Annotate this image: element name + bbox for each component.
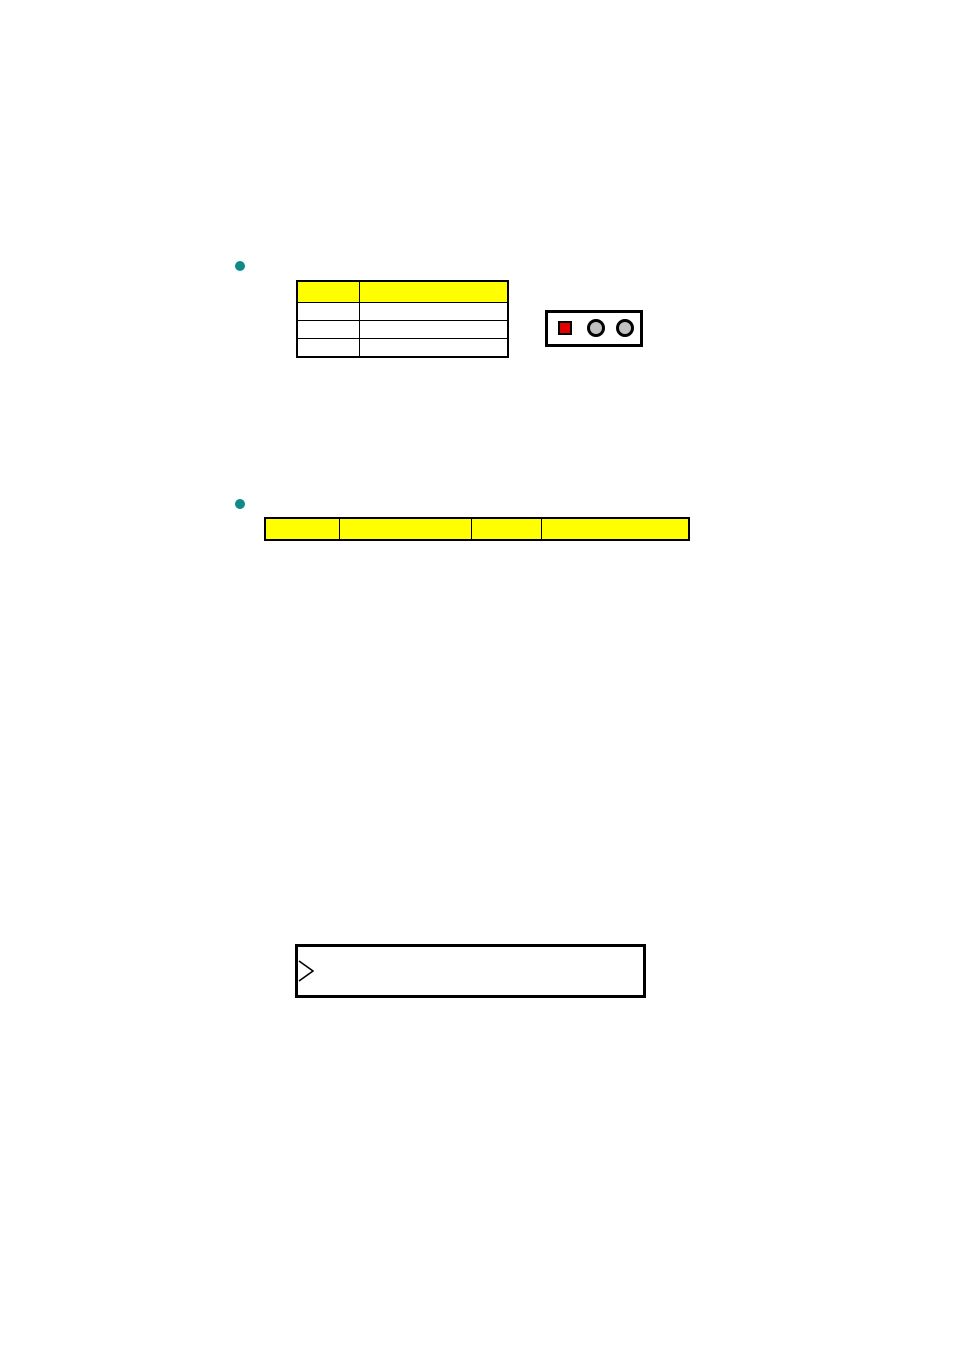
table-row <box>297 303 508 321</box>
pin-description <box>359 321 508 339</box>
pin-number <box>297 303 359 321</box>
pin-description <box>359 339 508 358</box>
pin-header <box>471 518 541 540</box>
table-row <box>297 339 508 358</box>
ide-connector-diagram <box>295 944 646 998</box>
pin-number <box>297 339 359 358</box>
pin-number <box>297 321 359 339</box>
description-header <box>339 518 471 540</box>
pin-circle-icon <box>616 319 634 337</box>
pin-header <box>297 281 359 303</box>
pin-circle-icon <box>587 319 605 337</box>
description-header <box>359 281 508 303</box>
ide-pin-table <box>264 517 690 541</box>
table-row <box>297 321 508 339</box>
pin-description <box>359 303 508 321</box>
description-header <box>541 518 689 540</box>
section-heading <box>234 369 262 398</box>
bullet-icon <box>235 261 245 271</box>
cn9-pin-table <box>296 280 509 358</box>
pin-header <box>265 518 339 540</box>
pin1-indicator-icon <box>298 960 314 982</box>
cn9-connector-diagram <box>545 310 643 347</box>
bullet-icon <box>235 499 245 509</box>
pin1-square-icon <box>558 321 572 335</box>
